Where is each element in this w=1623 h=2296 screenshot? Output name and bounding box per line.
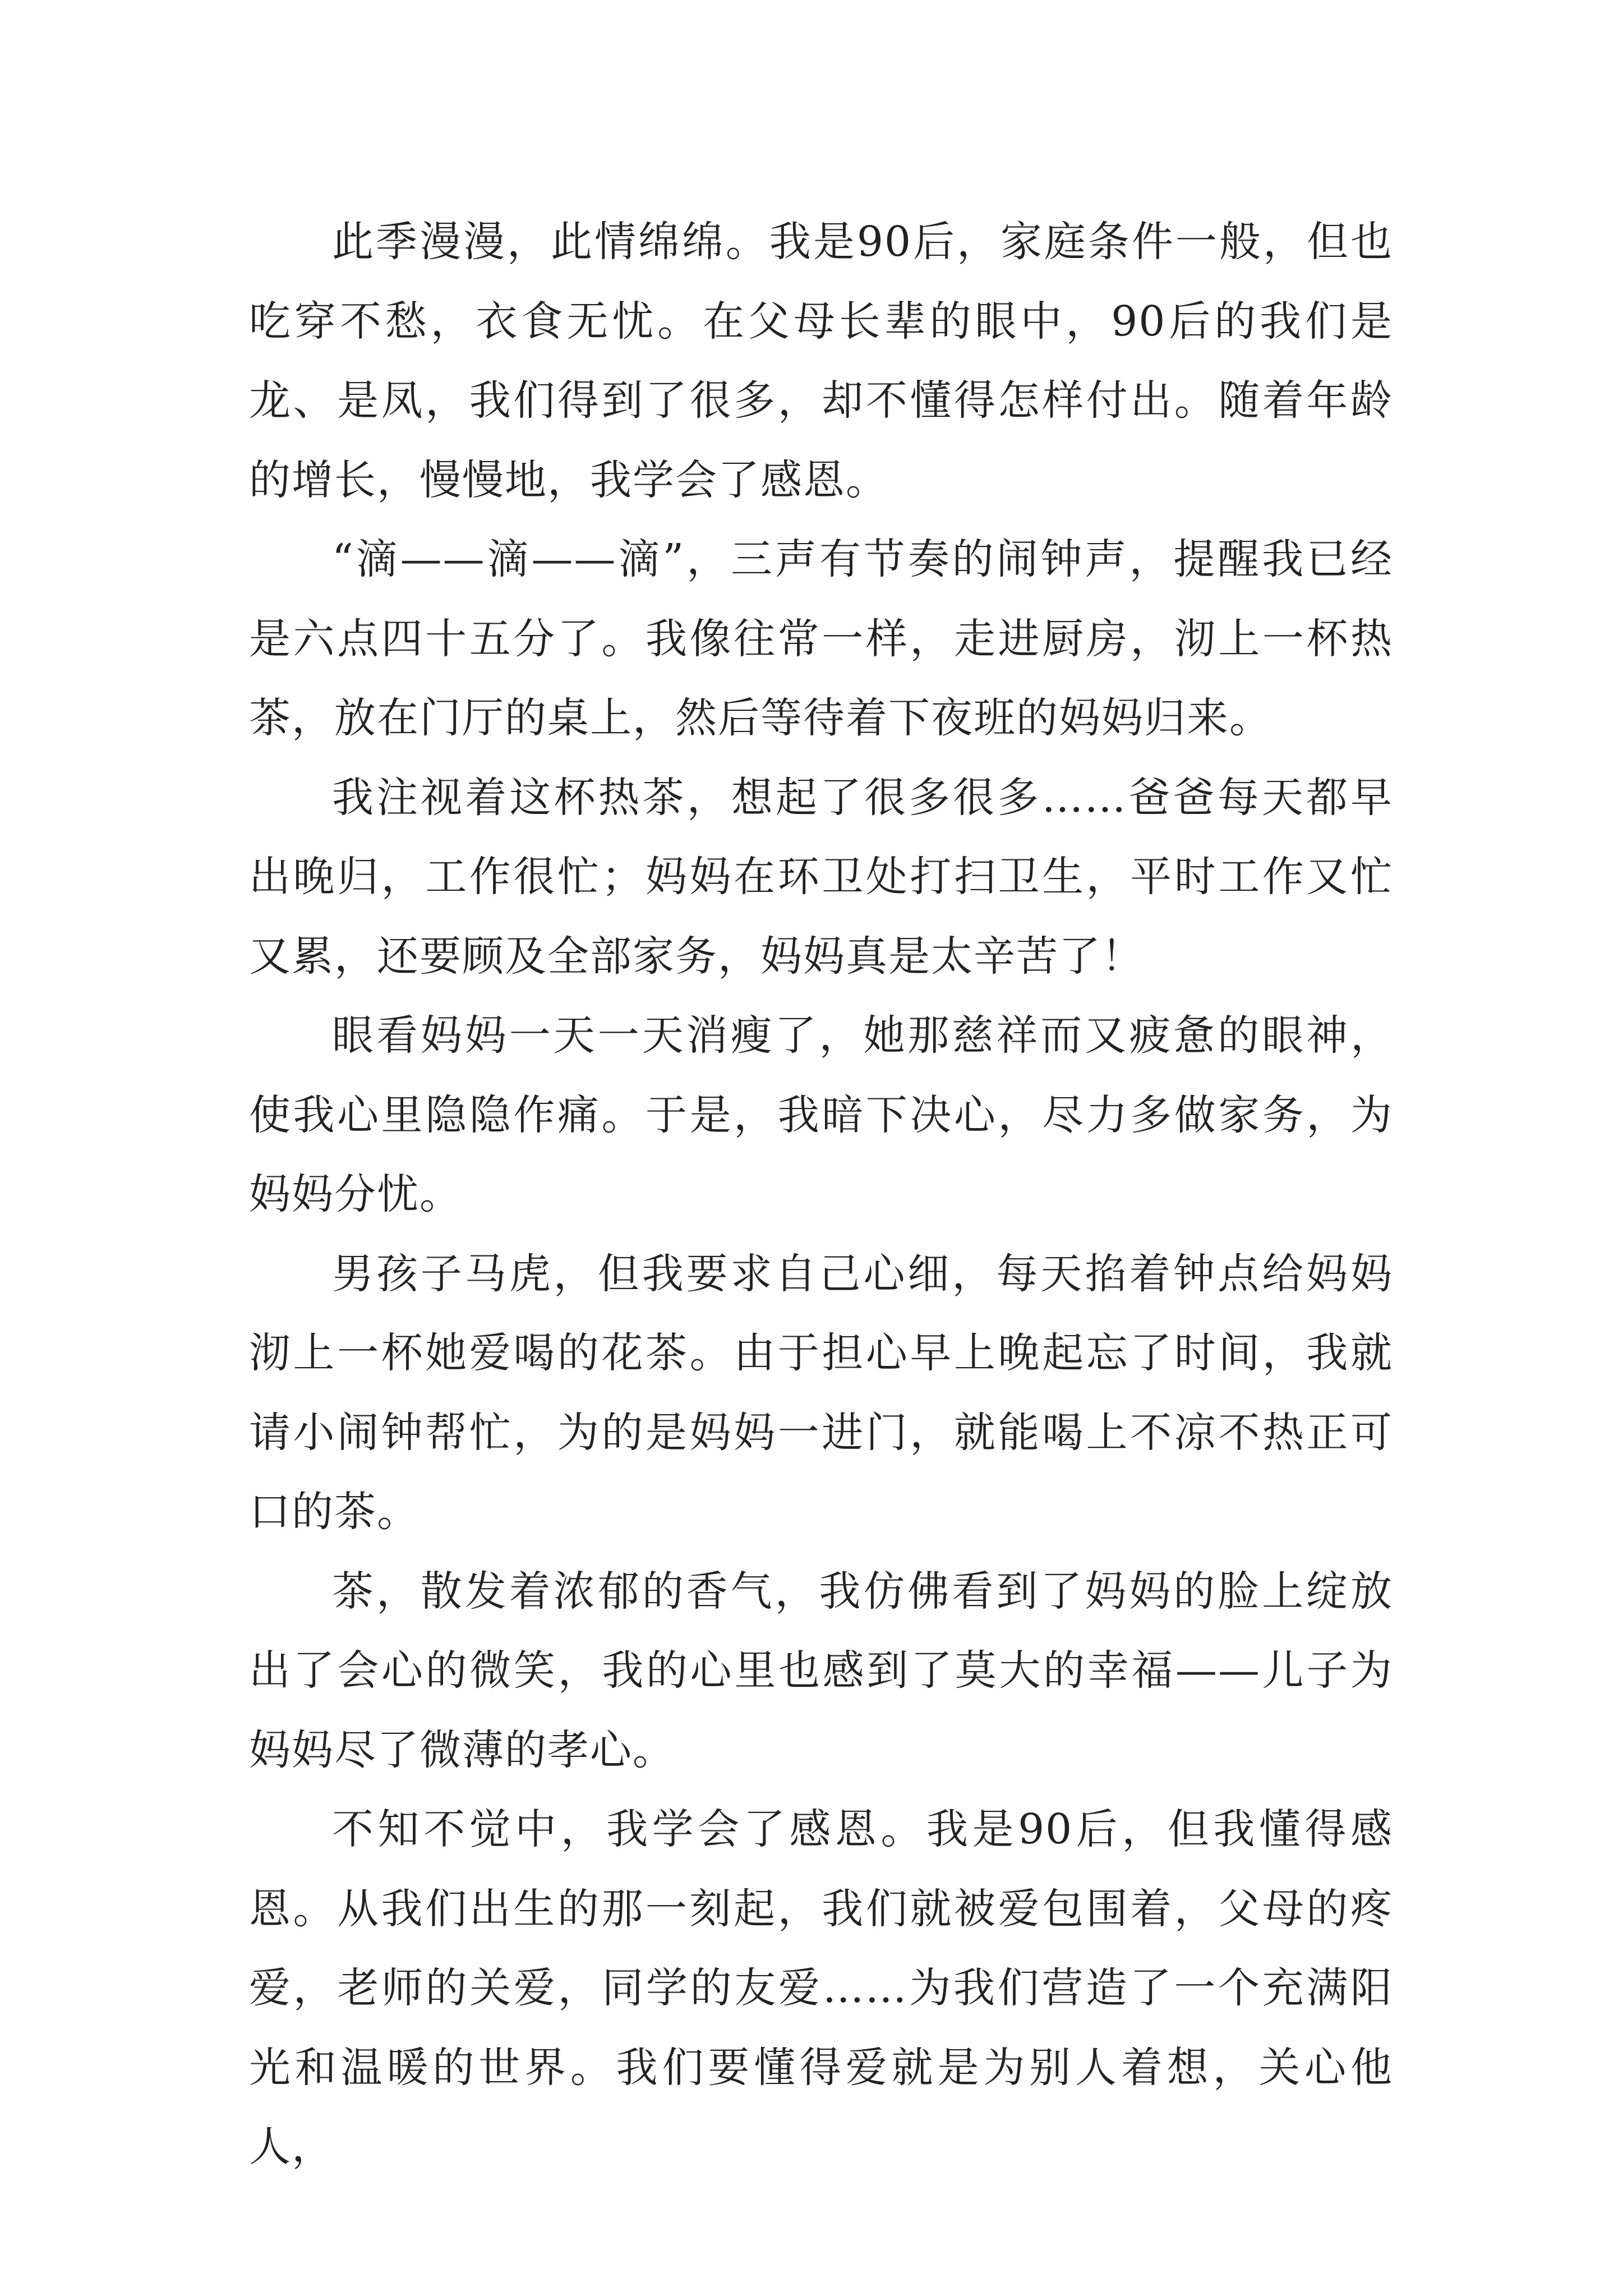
paragraph-6: 茶，散发着浓郁的香气，我仿佛看到了妈妈的脸上绽放出了会心的微笑，我的心里也感到了莫大的幸福——儿子为妈妈尽了微薄的孝心。 [249, 1567, 1393, 1774]
paragraph-3: 我注视着这杯热茶，想起了很多很多……爸爸每天都早出晚归，工作很忙；妈妈在环卫处打扫卫生，平时工作又忙又累，还要顾及全部家务，妈妈真是太辛苦了！ [249, 773, 1393, 981]
paragraph-1: 此季漫漫，此情绵绵。我是90后，家庭条件一般，但也吃穿不愁，衣食无忧。在父母长辈的眼中，90后的我们是龙、是凤，我们得到了很多，却不懂得怎样付出。随着年龄的增长，慢慢地，我学会了感恩。 [249, 218, 1393, 504]
paragraph-7: 不知不觉中，我学会了感恩。我是90后，但我懂得感恩。从我们出生的那一刻起，我们就被爱包围着，父母的疼爱，老师的关爱，同学的友爱……为我们营造了一个充满阳光和温暖的世界。我们要懂得爱就是为别人着想，关心他人， [249, 1805, 1393, 2171]
paragraph-4: 眼看妈妈一天一天消瘦了，她那慈祥而又疲惫的眼神，使我心里隐隐作痛。于是，我暗下决心，尽力多做家务，为妈妈分忧。 [249, 1011, 1393, 1218]
essay-body [249, 203, 1393, 2187]
paragraph-5: 男孩子马虎，但我要求自己心细，每天掐着钟点给妈妈沏上一杯她爱喝的花茶。由于担心早上晚起忘了时间，我就请小闹钟帮忙，为的是妈妈一进门，就能喝上不凉不热正可口的茶。 [249, 1249, 1393, 1536]
paragraph-2: “滴——滴——滴”，三声有节奏的闹钟声，提醒我已经是六点四十五分了。我像往常一样，走进厨房，沏上一杯热茶，放在门厅的桌上，然后等待着下夜班的妈妈归来。 [249, 535, 1393, 742]
